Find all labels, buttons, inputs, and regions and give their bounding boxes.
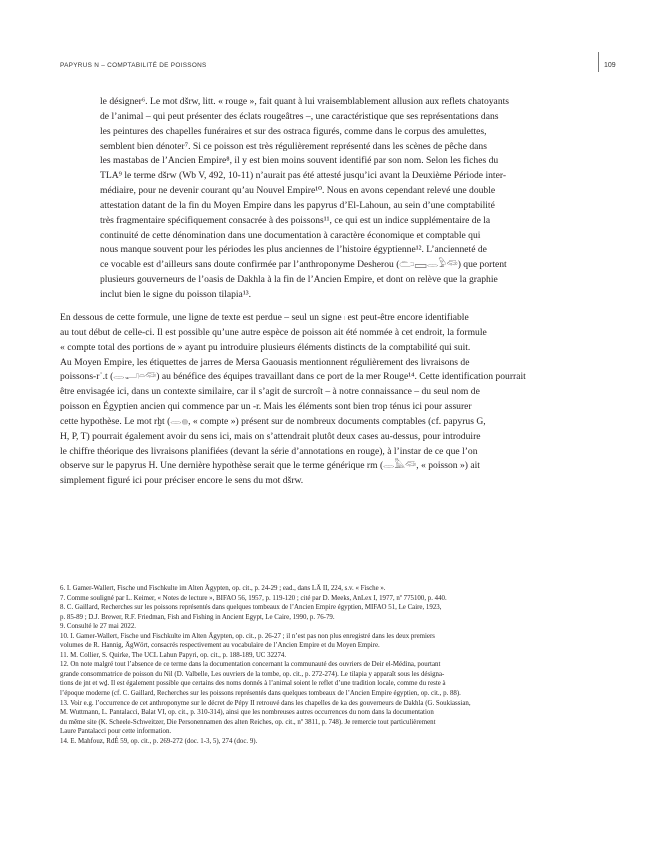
footnote-line: p. 85-89 ; D.J. Brewer, R.F. Friedman, Fish and Fishing in Ancient Egypt, Le Caire, 1990, p. 76-79.	[60, 613, 335, 621]
footnote-line: 10. I. Gamer-Wallert, Fische und Fischkulte im Alten Ägypten, op. cit., p. 26-27 ; il n’est pas non plus enregistré dans les deux premiers	[60, 632, 435, 640]
quote-line: attestation datant de la fin du Moyen Empire dans les papyrus d’El-Lahoun, au sein d’une comptabilité	[100, 199, 495, 211]
body-line: H, P, T) pourrait également avoir du sens ici, mais on s’attendrait plutôt deux cases au-dessus, pour introduire	[60, 430, 481, 442]
footnotes	[60, 584, 583, 746]
footnote-line: 13. Voir e.g. l’occurrence de cet anthroponyme sur le décret de Pépy II retrouvé dans les chapelles de ka des gouverneurs de Dakhla (G. Soukiassian,	[60, 699, 471, 707]
body-line: observe sur le papyrus H. Une dernière hypothèse serait que le terme générique rm (𓂋𓅓𓆛, « poisson ») ait	[60, 460, 480, 472]
quote-line: continuité de cette dénomination dans une documentation à caractère économique et comptable qui	[100, 229, 481, 241]
body-line: simplement figuré ici pour préciser encore le sens du mot dšrw.	[60, 475, 304, 487]
quote-line: plusieurs gouverneurs de l’oasis de Dakhla à la fin de l’Ancien Empire, et dont on relève que la graphie	[100, 274, 498, 286]
quote-line: TLA⁹ le terme dšrw (Wb V, 492, 10-11) n’aurait pas été attesté jusqu’ici avant la Deuxième Période inter-	[100, 170, 507, 182]
quote-line: le désigner⁶. Le mot dšrw, litt. « rouge », fait quant à lui vraisemblablement allusion aux reflets chatoyants	[100, 96, 510, 107]
quote-line: médiaire, pour ne devenir courant qu’au Nouvel Empire¹⁰. Nous en avons cependant relevé une double	[100, 185, 496, 197]
footnote-line: 7. Comme souligné par L. Keimer, « Notes de lecture », BIFAO 56, 1957, p. 119-120 ; cité par D. Meeks, AnLex I, 1977, nº 775100, p. 440.	[60, 594, 447, 602]
footnote-line: grande consommatrice de poisson du Nil (D. Valbelle, Les ouvriers de la tombe, op. cit., p. 272-274). Le tilapia y apparaît sous les désigna-	[60, 670, 445, 678]
body-paragraph	[60, 311, 583, 489]
quote-line: de l’animal – qui peut présenter des éclats rougeâtres –, une caractéristique que ses représentations dans	[100, 110, 499, 122]
quote-line: les mastabas de l’Ancien Empire⁸, il y est bien moins souvent identifié par son nom. Selon les fiches du	[100, 155, 499, 167]
body-line: En dessous de cette formule, une ligne de texte est perdue – seul un signe 𓏺 est peut-être encore identifiable	[60, 312, 469, 323]
footnote-line: tions de jnt et wḏ. Il est également possible que certains des noms donnés à l’animal soient le reflet d’une tradition locale, comme du reste à	[60, 680, 446, 688]
quote-line: nous manque souvent pour les périodes les plus anciennes de l’histoire égyptienne¹². L’ancienneté de	[100, 244, 487, 256]
footnote-line: M. Wuttmann, L. Pantalacci, Balat VI, op. cit., p. 310-314), ainsi que les nombreuses autres occurrences du nom dans la documentation	[60, 709, 434, 717]
page-number: 109	[604, 62, 616, 69]
running-head: PAPYRUS N – COMPTABILITÉ DE POISSONS	[60, 62, 207, 69]
header-divider	[598, 52, 599, 72]
footnote-line: 8. C. Gaillard, Recherches sur les poissons représentés dans quelques tombeaux de l’Ancien Empire égyptien, MIFAO 51, Le Caire, 1923,	[60, 604, 442, 612]
footnote-line: 6. I. Gamer-Wallert, Fische und Fischkulte im Alten Ägypten, op. cit., p. 24-29 ; ead., dans LÄ II, 224, s.v. « Fische ».	[60, 585, 386, 592]
body-line: être envisagée ici, dans un contexte similaire, car il s’agit de surcroît – à notre connaissance – du seul nom de	[60, 386, 480, 398]
footnote-line: 14. E. Mahfouz, RdÉ 59, op. cit., p. 269-272 (doc. 1-3, 5), 274 (doc. 9).	[60, 737, 258, 745]
footnote-line: l’époque moderne (cf. C. Gaillard, Recherches sur les poissons représentés dans quelques tombeaux de l’Ancien Empire égyptien, op. cit., p. 88).	[60, 690, 461, 698]
quote-line: ce vocable est d’ailleurs sans doute confirmée par l’anthroponyme Desherou (𓂧𓈙𓂋𓅱𓆛) que portent	[100, 259, 507, 271]
quote-line: inclut bien le signe du poisson tilapia¹³.	[100, 288, 251, 300]
body-line: « compte total des portions de » ayant pu introduire plusieurs éléments distincts de la comptabilité qui suit.	[60, 341, 471, 353]
footnote-line: 12. On note malgré tout l’absence de ce terme dans la documentation concernant la communauté des ouvriers de Deir el-Médina, pourtant	[60, 661, 441, 669]
body-line: cette hypothèse. Le mot rḫt (𓂋𓐍, « compte ») présent sur de nombreux documents comptables (cf. papyrus G,	[60, 415, 486, 427]
quote-line: très fragmentaire spécifiquement consacrée à des poissons¹¹, ce qui est un indice supplémentaire de la	[100, 214, 491, 226]
footnote-line: 9. Consulté le 27 mai 2022.	[60, 623, 136, 631]
body-line: au tout début de celle-ci. Il est possible qu’une autre espèce de poisson ait été nommée à cet endroit, la formule	[60, 326, 487, 338]
quote-line: les peintures des chapelles funéraires et sur des ostraca figurés, comme dans le corpus des amulettes,	[100, 125, 487, 137]
footnote-line: 11. M. Collier, S. Quirke, The UCL Lahun Papyri, op. cit., p. 188-189, UC 32274.	[60, 651, 287, 659]
footnote-line: volumes de R. Hannig, ÄgWört, consacrés respectivement au vocabulaire de l’Ancien Empire et du Moyen Empire.	[60, 642, 380, 650]
body-line: poisson en Égyptien ancien qui commence par un -r. Mais les éléments sont bien trop ténus ici pour assurer	[60, 401, 472, 413]
quote-line: semblent bien dénoter⁷. Si ce poisson est très régulièrement représenté dans les scènes de pêche dans	[100, 140, 487, 152]
body-line: Au Moyen Empire, les étiquettes de jarres de Mersa Gaouasis mentionnent régulièrement des livraisons de	[60, 356, 470, 368]
body-line: le chiffre théorique des livraisons planifiées (devant la série d’annotations en rouge), à l’instar de ce que l’on	[60, 445, 478, 457]
footnote-line: Laure Pantalacci pour cette information.	[60, 728, 172, 736]
indented-quote-block	[100, 95, 583, 303]
footnote-line: du même site (K. Scheele-Schweitzer, Die Personennamen des alten Reiches, op. cit., nº 3811, p. 748). Je remercie tout particulièrement	[60, 718, 436, 726]
body-line: poissons-rʿ.t (𓂋𓂝𓏏𓆛) au bénéfice des équipes travaillant dans ce port de la mer Rouge¹⁴. Cette identification pourrait	[60, 371, 526, 383]
